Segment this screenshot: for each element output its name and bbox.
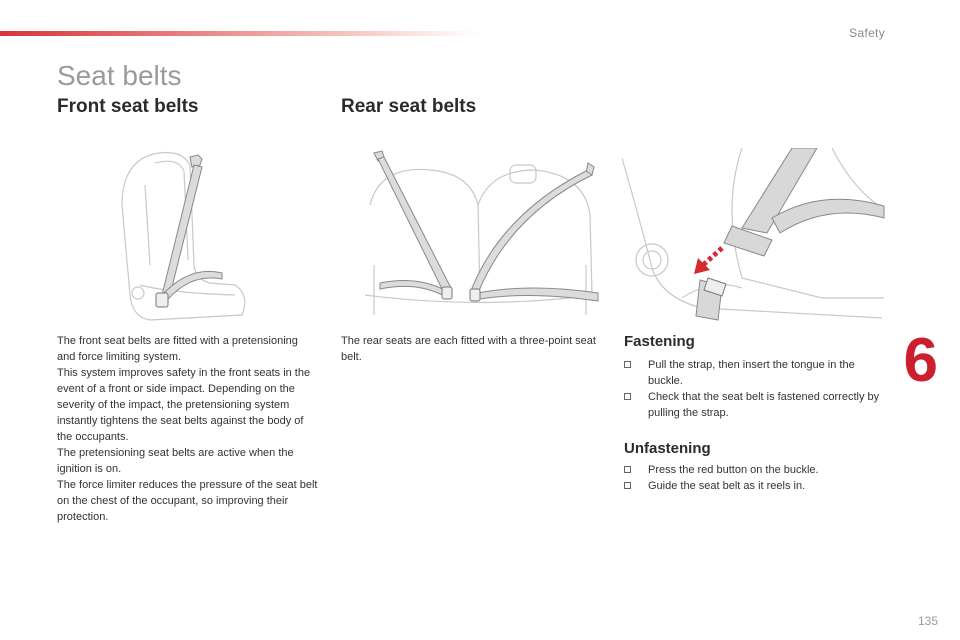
- rear-seat-belts-heading: Rear seat belts: [341, 96, 477, 117]
- checkbox-icon: [624, 361, 631, 368]
- list-item: Press the red button on the buckle.: [624, 462, 886, 478]
- front-paragraph: The front seat belts are fitted with a pretensioning and force limiting system.: [57, 335, 298, 363]
- page-title: Seat belts: [57, 60, 182, 91]
- rear-description: [341, 333, 606, 365]
- page-number: 135: [917, 614, 938, 628]
- rear-paragraph: The rear seats are each fitted with a three-point seat belt.: [341, 335, 596, 363]
- front-description: [57, 333, 319, 525]
- direction-arrow-icon: [694, 248, 722, 274]
- checkbox-icon: [624, 393, 631, 400]
- unfastening-list: [624, 462, 886, 494]
- front-seat-belts-heading: Front seat belts: [57, 96, 199, 117]
- list-item: Pull the strap, then insert the tongue in the buckle.: [624, 357, 886, 389]
- section-label: Safety: [849, 26, 885, 40]
- buckle-closeup-illustration: [622, 148, 887, 326]
- checkbox-icon: [624, 466, 631, 473]
- front-seat-illustration: [110, 145, 255, 325]
- unfastening-heading: Unfastening: [624, 440, 711, 457]
- checkbox-icon: [624, 482, 631, 489]
- front-paragraph: The force limiter reduces the pressure of the seat belt on the chest of the occupant, so improving their protection.: [57, 479, 318, 523]
- list-item: Guide the seat belt as it reels in.: [624, 478, 886, 494]
- fastening-heading: Fastening: [624, 333, 695, 350]
- header-accent-bar: [0, 31, 480, 36]
- chapter-number: 6: [903, 326, 938, 395]
- front-paragraph: The pretensioning seat belts are active when the ignition is on.: [57, 447, 294, 475]
- front-paragraph: This system improves safety in the front seats in the event of a front or side impact. Depending on the severity of the impact, the pretensioning system instantly tightens the seat belts against the body of the occupants.: [57, 367, 311, 443]
- rear-seat-illustration: [360, 145, 600, 325]
- fastening-list: [624, 357, 886, 421]
- list-item: Check that the seat belt is fastened correctly by pulling the strap.: [624, 389, 886, 421]
